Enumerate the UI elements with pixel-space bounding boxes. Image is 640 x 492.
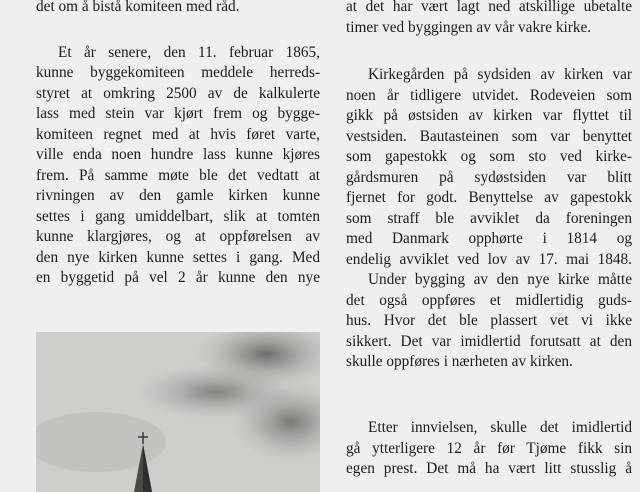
text-line: kunne byggekomiteen meddele herreds- (36, 64, 320, 81)
text-line: komiteen regnet med at hvis føret varte, (36, 126, 320, 143)
text-line: den nye kirken kunne settes i gang. Med (36, 249, 320, 266)
text-line: endelig avviklet ved lov av 17. mai 1848. (346, 251, 632, 268)
text-line: kunne klargjøres, og at oppførelsen av (36, 228, 320, 245)
text-line: Et år senere, den 11. februar 1865, (58, 44, 320, 61)
text-line: fjernet for godt. Benyttelse av gapestokk (346, 189, 632, 206)
text-line: vestsiden. Bautasteinen som var benyttet (346, 128, 632, 145)
text-line: frem. På samme møte ble det vedtatt at (36, 167, 320, 184)
text-line: timer ved byggingen av vår vakre kirke. (346, 19, 592, 36)
text-line: sikkert. Det var imidlertid forutsatt at den (346, 333, 632, 350)
text-line: noen år tidligere utvidet. Rodeveien som (346, 87, 632, 104)
text-line: gå ytterligere 12 år før Tjøme fikk sin (346, 440, 632, 457)
text-line: som straff ble avviklet da foreningen (346, 210, 632, 227)
text-line: Etter innvielsen, skulle det imidlertid (368, 419, 632, 436)
text-line: gårdsmuren på sydøstsiden var blitt (346, 169, 632, 186)
church-photo (36, 332, 320, 492)
text-line: at det har vært lagt ned atskillige ubetalte (346, 0, 632, 15)
text-line: rivningen av den gamle kirken kunne (36, 187, 320, 204)
text-line: egen prest. Det må ha vært litt stusslig å (346, 460, 632, 477)
text-line: ville enda noen hundre lass kunne kjøres (36, 146, 320, 163)
text-line: Under bygging av den nye kirke måtte (368, 271, 632, 288)
text-line: Kirkegården på sydsiden av kirken var (368, 66, 632, 83)
church-spire-illustration (36, 332, 320, 492)
text-line: som gapestokk og som sto ved kirke- (346, 148, 632, 165)
text-line: med Danmark opphørte i 1814 og (346, 230, 632, 247)
text-line: en byggetid på vel 2 år kunne den nye (36, 269, 320, 286)
text-line: styret at omkring 2500 av de kalkulerte (36, 85, 320, 102)
text-line: skulle oppføres i nærheten av kirken. (346, 353, 573, 370)
text-line: hus. Hvor det ble plassert vet vi ikke (346, 312, 632, 329)
text-line: det også oppføres et midlertidig guds- (346, 292, 632, 309)
text-line: det om å bistå komiteen med råd. (36, 0, 240, 15)
text-line: gikk på østsiden av kirken var flyttet til (346, 107, 632, 124)
text-line: lass med stein var kjørt frem og bygge- (36, 105, 320, 122)
text-line: settes i gang umiddelbart, slik at tomten (36, 208, 320, 225)
